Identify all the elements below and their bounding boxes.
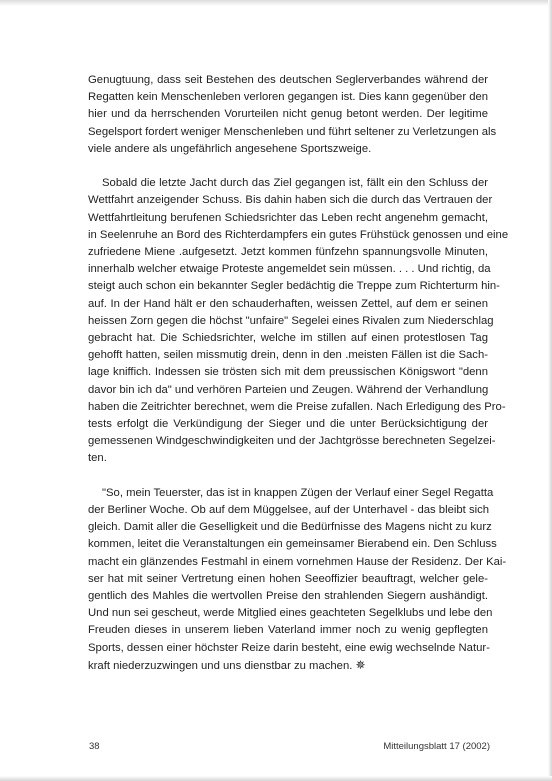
page-edge-shadow-right — [548, 0, 552, 781]
end-mark-star-icon: ✵ — [355, 657, 366, 672]
text-line: gleich. Damit aller die Geselligkeit und die Bedürfnisse des Magens nicht zu kurz — [88, 521, 492, 534]
text-line: in Seelenruhe an Bord des Richterdampfers ein gutes Frühstück genossen und eine — [88, 228, 509, 241]
page-number: 38 — [89, 741, 100, 752]
text-line: viele andere als ungefährlich angesehene Sportszweige. — [88, 142, 372, 155]
text-line: gentlich des Mahles die wertvollen Preise den strahlenden Siegern aushändigt. — [88, 590, 488, 603]
text-line: kraft niederzuzwingen und uns dienstbar zu machen. — [88, 659, 353, 672]
text-line: auf. In der Hand hält er den schauderhaften, weissen Zettel, auf dem er seinen — [88, 297, 488, 310]
text-line: davor bin ich da" und verhören Parteien und Zeugen. Während der Verhandlung — [88, 383, 489, 396]
text-line: gemessenen Windgeschwindigkeiten und der Jachtgrösse berechneten Segelzei- — [88, 435, 496, 448]
text-line: steigt auch schon ein bekannter Segler bedächtig die Treppe zum Richterturm hin- — [88, 280, 500, 293]
page-edge-shadow-bottom — [0, 776, 552, 781]
text-line: "So, mein Teuerster, das ist in knappen Zügen der Verlauf einer Segel Regatta — [102, 486, 494, 499]
page-edge-shadow-top — [0, 0, 552, 6]
text-line: Sobald die letzte Jacht durch das Ziel gegangen ist, fällt ein den Schluss der — [102, 177, 488, 190]
text-line: Genugtuung, dass seit Bestehen des deutschen Seglerverbandes während der — [88, 74, 488, 86]
text-line: macht ein glänzendes Festmahl in einem vornehmen Hause der Residenz. Der Kai- — [88, 555, 507, 568]
paragraph-2 — [88, 175, 509, 467]
text-line: innerhalb welcher etwaige Proteste angemeldet sein müssen. . . . Und richtig, da — [88, 263, 491, 276]
text-line: haben die Zeitrichter berechnet, wem die Preise zufallen. Nach Erledigung des Pro- — [88, 400, 506, 413]
text-line: lage kniffich. Indessen sie trösten sich mit dem preussischen Königswort "denn — [88, 366, 488, 379]
text-line: Wettfahrtleitung berufenen Schiedsrichter das Leben recht angenehm gemacht, — [88, 211, 488, 224]
body-text — [88, 72, 509, 692]
text-line: Freuden dieses in unserem lieben Vaterland immer noch zu wenig gepflegten — [88, 624, 488, 637]
text-line: ten. — [88, 452, 107, 465]
publication-footer: Mitteilungsblatt 17 (2002) — [383, 741, 490, 752]
text-line: Und nun sei gescheut, werde Mitglied eines geachteten Segelklubs und lebe den — [88, 607, 493, 620]
text-line: Wettfahrt anzeigender Schuss. Bis dahin haben sich die durch das Vertrauen der — [88, 194, 493, 207]
text-line: gehofft hatten, seilen missmutig drein, denn in den .meisten Fällen ist die Sach- — [88, 349, 488, 362]
paragraph-1 — [88, 72, 497, 158]
text-line-final — [88, 657, 488, 675]
text-line: kommen, leitet die Veranstaltungen ein gemeinsamer Bierabend ein. Den Schluss — [88, 538, 497, 551]
text-line: hier und da herrschenden Vorurteilen nicht genug betont werden. Der legitime — [88, 108, 488, 121]
text-line: heissen Zorn gegen die höchst "unfaire" Segelei eines Rivalen zum Niederschlag — [88, 314, 494, 327]
text-line: Segelsport fordert weniger Menschenleben und führt seltener zu Verletzungen als — [88, 125, 497, 138]
text-line: zufriedene Miene .aufgesetzt. Jetzt kommen fünfzehn spannungsvolle Minuten, — [88, 246, 488, 259]
text-line: der Berliner Woche. Ob auf dem Müggelsee, auf der Unterhavel - das bleibt sich — [88, 504, 490, 517]
paragraph-3 — [88, 485, 507, 675]
text-line: gebracht hat. Die Schiedsrichter, welche im stillen auf einen protestlosen Tag — [88, 332, 488, 345]
text-line: Regatten kein Menschenleben verloren gegangen ist. Dies kann gegenüber den — [88, 91, 489, 104]
text-line: Sports, dessen einer höchster Reize darin besteht, eine ewig wechselnde Natur- — [88, 641, 490, 654]
text-line: tests erfolgt die Verkündigung der Sieger und die unter Berücksichtigung der — [88, 418, 488, 431]
text-line: ser hat mit seiner Vertretung einen hohen Seeoffizier beauftragt, welcher gele- — [88, 572, 488, 585]
